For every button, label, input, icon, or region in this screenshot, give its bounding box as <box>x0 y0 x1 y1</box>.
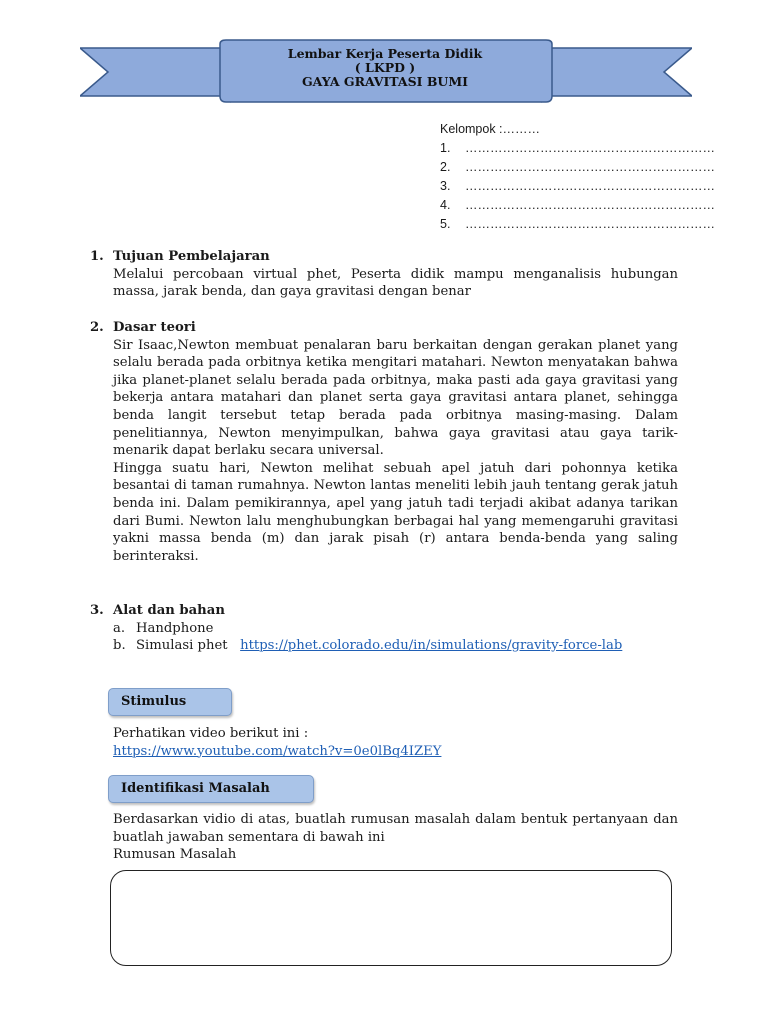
alat-item <box>113 637 678 655</box>
banner-title <box>225 47 545 89</box>
section-number: 1. <box>90 249 104 264</box>
kelompok-member-row <box>440 158 715 177</box>
kelompok-member-row <box>440 139 715 158</box>
identifikasi-body <box>113 811 678 864</box>
member-line: …………………………………………………… <box>465 179 715 193</box>
banner-line-2: ( LKPD ) <box>354 60 416 75</box>
identifikasi-label: Identifikasi Masalah <box>108 775 314 803</box>
section-alat-bahan <box>90 602 678 655</box>
member-line: …………………………………………………… <box>465 217 715 231</box>
section-title: Alat dan bahan <box>113 603 225 618</box>
phet-link[interactable]: https://phet.colorado.edu/in/simulations/gravity-force-lab <box>240 638 623 654</box>
stimulus-text: Perhatikan video berikut ini : <box>113 726 309 741</box>
member-number: 2. <box>440 160 451 174</box>
identifikasi-text: Berdasarkan vidio di atas, buatlah rumusan masalah dalam bentuk pertanyaan dan buatlah jawaban sementara di bawah ini <box>113 812 678 845</box>
section-body <box>113 266 678 301</box>
section-tujuan <box>90 248 678 301</box>
member-number: 1. <box>440 141 451 155</box>
item-text-wrap <box>136 637 678 655</box>
item-letter: b. <box>113 638 126 654</box>
section-dasar-teori <box>90 319 678 565</box>
section-title: Dasar teori <box>113 320 196 335</box>
title-banner <box>80 38 692 106</box>
member-line: …………………………………………………… <box>465 141 715 155</box>
alat-item <box>113 620 678 638</box>
banner-line-3: GAYA GRAVITASI BUMI <box>301 74 468 89</box>
banner-line-1: Lembar Kerja Peserta Didik <box>287 46 483 61</box>
tujuan-text: Melalui percobaan virtual phet, Peserta didik mampu menganalisis hubungan massa, jarak benda, dan gaya gravitasi dengan benar <box>113 266 678 300</box>
member-number: 3. <box>440 179 451 193</box>
kelompok-member-row <box>440 215 715 234</box>
stimulus-body <box>113 725 678 760</box>
dasar-paragraph-2: Hingga suatu hari, Newton melihat sebuah apel jatuh dari pohonnya ketika besantai di taman rumahnya. Newton lantas meneliti lebih jauh tentang gerak jatuh benda ini. Dalam pemikirannya, apel yang jatuh tadi terjadi akibat adanya tarikan dari Bumi. Newton lalu menghubungkan berbagai hal yang memengaruhi gravitasi yakni massa benda (m) dan jarak pisah (r) antara benda-benda yang saling berinteraksi. <box>113 460 678 564</box>
member-number: 5. <box>440 217 451 231</box>
section-number: 2. <box>90 320 104 335</box>
member-line: …………………………………………………… <box>465 198 715 212</box>
stimulus-label: Stimulus <box>108 688 232 716</box>
item-text: Handphone <box>136 620 214 636</box>
kelompok-member-row <box>440 196 715 215</box>
item-letter: a. <box>113 620 126 636</box>
kelompok-label: Kelompok :……… <box>440 122 541 136</box>
rumusan-masalah-answer-box[interactable] <box>110 870 672 966</box>
item-text: Simulasi phet <box>136 638 228 654</box>
section-heading <box>90 602 678 620</box>
section-heading <box>90 248 678 266</box>
kelompok-block <box>440 120 715 234</box>
member-number: 4. <box>440 198 451 212</box>
dasar-paragraph-1: Sir Isaac,Newton membuat penalaran baru berkaitan dengan gerakan planet yang selalu berada pada orbitnya ketika mengitari matahari. Newton menyatakan bahwa jika planet-planet selalu berada pada orbitnya, maka pasti ada gaya gravitasi yang bekerja antara matahari dan planet serta gaya gravitasi antara planet, sehingga benda langit tersebut tetap berada pada orbitnya masing-masing. Dalam penelitiannya, Newton menyimpulkan, bahwa gaya gravitasi atau gaya tarik-menarik dapat berlaku secara universal. <box>113 337 678 459</box>
kelompok-member-row <box>440 177 715 196</box>
member-line: …………………………………………………… <box>465 160 715 174</box>
section-title: Tujuan Pembelajaran <box>113 249 270 264</box>
section-heading <box>90 319 678 337</box>
youtube-link[interactable]: https://www.youtube.com/watch?v=0e0lBq4IZEY <box>113 743 442 759</box>
section-body <box>113 337 678 566</box>
section-number: 3. <box>90 603 104 618</box>
section-body <box>113 620 678 655</box>
rumusan-masalah-heading: Rumusan Masalah <box>113 847 237 863</box>
